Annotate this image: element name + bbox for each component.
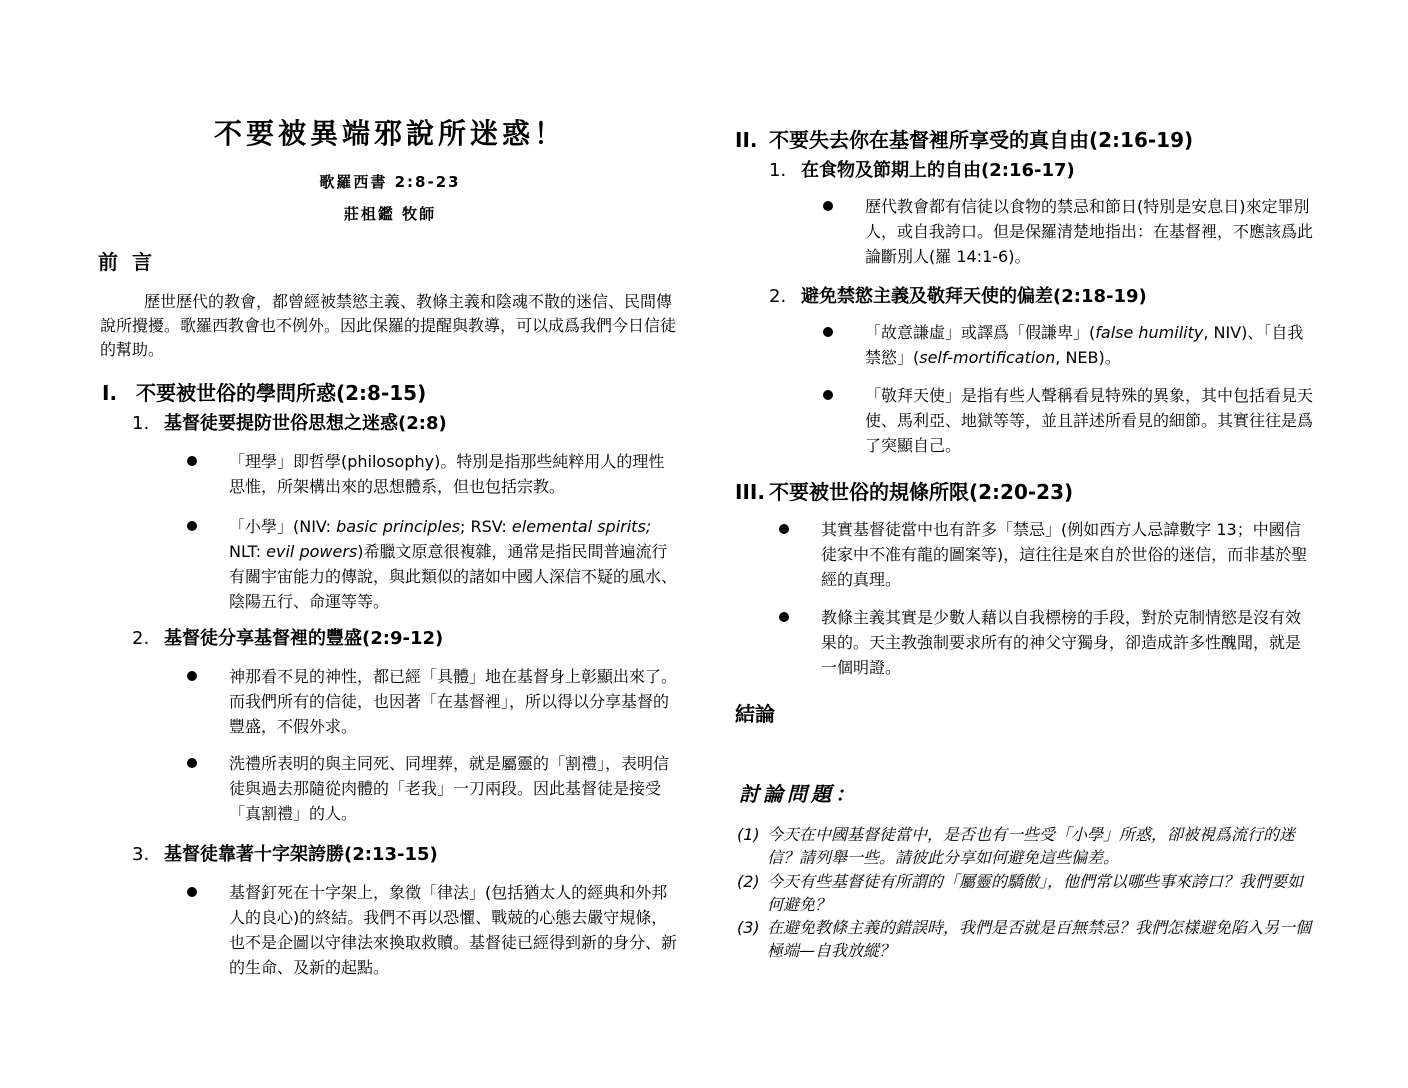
bullet-text: 「敬拜天使」是指有些人聲稱看見特殊的異象，其中包括看見天使、馬利亞、地獄等等，並且詳述所看見的細節。其實往往是爲了突顯自己。 xyxy=(865,386,1314,455)
bullet-text: 基督釘死在十字架上，象徵「律法」(包括猶太人的經典和外邦人的良心)的終結。我們不再以恐懼、戰兢的心態去嚴守規條，也不是企圖以守律法來換取救贖。基督徒已經得到新的身分、新的生命、及新的起點。 xyxy=(229,883,678,977)
question-text: 今天有些基督徒有所謂的「屬靈的驕傲」，他們常以哪些事來誇口？我們要如何避免？ xyxy=(767,872,1304,914)
discussion-question xyxy=(737,870,1312,916)
bullet-text: 「故意謙虛」或譯爲「假謙卑」(false humility, NIV)、「自我禁慾」(self-mortification, NEB)。 xyxy=(865,323,1304,367)
section-number: III. xyxy=(735,480,765,504)
bullet-item xyxy=(229,751,679,826)
bullet-text: 其實基督徒當中也有許多「禁忌」(例如西方人忌諱數字 13；中國信徒家中不准有龍的圖案等)，這往往是來自於世俗的迷信，而非基於聖經的真理。 xyxy=(821,520,1308,589)
bullet-text: 「理學」即哲學(philosophy)。特別是指那些純粹用人的理性思惟，所架構出來的思想體系，但也包括宗教。 xyxy=(229,452,665,496)
bullet-item xyxy=(821,517,1309,592)
bullet-item xyxy=(865,194,1315,269)
subsection-heading xyxy=(132,840,438,866)
author: 莊柤鑑 牧師 xyxy=(343,205,437,223)
discussion-question xyxy=(737,823,1312,869)
bullet-dot-icon xyxy=(823,390,833,400)
subsection-heading xyxy=(132,624,443,650)
section-title: 不要失去你在基督裡所享受的真自由(2:16-19) xyxy=(769,128,1194,152)
bullet-text: 洗禮所表明的與主同死、同埋葬，就是屬靈的「割禮」，表明信徒與過去那隨從肉體的「老我」一刀兩段。因此基督徒是接受「真割禮」的人。 xyxy=(229,754,670,823)
discussion-heading: 討論問題： xyxy=(739,782,859,806)
subsection-heading xyxy=(769,156,1075,182)
section-title: 不要被世俗的規條所限(2:20-23) xyxy=(769,480,1074,504)
subsection-number: 2. xyxy=(769,286,787,307)
subsection-title: 在食物及節期上的自由(2:16-17) xyxy=(801,160,1075,181)
subsection-number: 1. xyxy=(132,413,150,434)
discussion-question xyxy=(737,916,1312,962)
subsection-heading xyxy=(132,409,447,435)
section-number: I. xyxy=(102,381,118,405)
bullet-dot-icon xyxy=(823,327,833,337)
scripture-reference: 歌羅西書 2:8-23 xyxy=(319,173,461,191)
bullet-item xyxy=(821,605,1309,680)
question-number: (2) xyxy=(737,872,760,891)
bullet-text: 神那看不見的神性，都已經「具體」地在基督身上彰顯出來了。而我們所有的信徒，也因著「在基督裡」，所以得以分享基督的豐盛，不假外求。 xyxy=(229,667,678,736)
bullet-dot-icon xyxy=(187,521,197,531)
bullet-dot-icon xyxy=(187,671,197,681)
bullet-text: 教條主義其實是少數人藉以自我標榜的手段，對於克制情慾是沒有效果的。天主教強制要求所有的神父守獨身，卻造成許多性醜聞，就是一個明證。 xyxy=(821,608,1302,677)
question-number: (1) xyxy=(737,825,760,844)
section-heading xyxy=(102,377,426,406)
subsection-title: 基督徒要提防世俗思想之迷惑(2:8) xyxy=(164,413,447,434)
bullet-item xyxy=(229,664,679,739)
bullet-dot-icon xyxy=(187,887,197,897)
bullet-item xyxy=(865,383,1315,458)
bullet-item xyxy=(229,880,679,980)
question-text: 今天在中國基督徒當中，是否也有一些受「小學」所惑，卻被視爲流行的迷信？請列舉一些。請彼此分享如何避免這些偏差。 xyxy=(767,825,1296,867)
section-heading xyxy=(735,476,1073,505)
bullet-dot-icon xyxy=(187,758,197,768)
section-number: II. xyxy=(735,128,758,152)
subsection-number: 3. xyxy=(132,844,150,865)
question-text: 在避免教條主義的錯誤時，我們是否就是百無禁忌？我們怎樣避免陷入另一個極端—自我放縱？ xyxy=(767,918,1312,960)
question-number: (3) xyxy=(737,918,760,937)
sermon-title: 不要被異端邪說所迷惑！ xyxy=(213,117,566,150)
subsection-title: 基督徒靠著十字架誇勝(2:13-15) xyxy=(164,844,438,865)
subsection-title: 避免禁慾主義及敬拜天使的偏差(2:18-19) xyxy=(801,286,1147,307)
subsection-heading xyxy=(769,282,1147,308)
bullet-text: 歷代教會都有信徒以食物的禁忌和節日(特別是安息日)來定罪別人，或自我誇口。但是保羅清楚地指出：在基督裡，不應該爲此論斷別人(羅 14:1-6)。 xyxy=(865,197,1314,266)
bullet-item xyxy=(229,449,679,499)
intro-heading: 前言 xyxy=(98,250,166,274)
bullet-dot-icon xyxy=(779,612,789,622)
bullet-text: 「小學」(NIV: basic principles; RSV: elemental spirits; NLT: evil powers)希臘文原意很複雜，通常是指民間普遍流行有關宇宙能力的傳說，與此類似的諸如中國人深信不疑的風水、陰陽五行、命運等等。 xyxy=(229,517,678,611)
subsection-title: 基督徒分享基督裡的豐盛(2:9-12) xyxy=(164,628,444,649)
intro-paragraph: 歷世歷代的教會，都曾經被禁慾主義、教條主義和陰魂不散的迷信、民間傳說所攪擾。歌羅西教會也不例外。因此保羅的提醒與教導，可以成爲我們今日信徒的幫助。 xyxy=(100,292,677,359)
subsection-number: 1. xyxy=(769,160,787,181)
section-title: 不要被世俗的學問所惑(2:8-15) xyxy=(136,381,427,405)
bullet-item xyxy=(229,514,679,614)
bullet-dot-icon xyxy=(187,456,197,466)
section-heading xyxy=(735,124,1193,153)
bullet-dot-icon xyxy=(823,201,833,211)
subsection-number: 2. xyxy=(132,628,150,649)
bullet-item xyxy=(865,320,1315,370)
conclusion-heading: 結論 xyxy=(735,702,775,726)
bullet-dot-icon xyxy=(779,524,789,534)
